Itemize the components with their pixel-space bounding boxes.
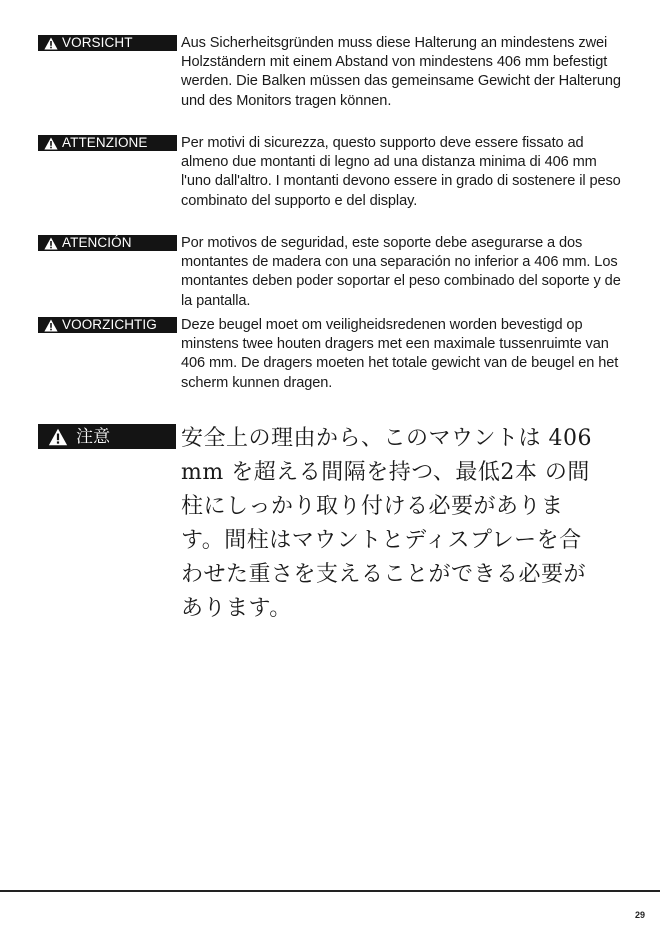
warning-text-nl: Deze beugel moet om veiligheidsredenen worden bevestigd op minstens twee houten dragers met een maximale tussenruimte van 406 mm. De dragers moeten het totale gewicht van de beugel en het scherm kunnen dragen.	[181, 317, 619, 391]
warning-triangle-icon	[48, 428, 68, 446]
warning-label-ja: 注意	[76, 427, 111, 446]
warning-label-es: ATENCIÓN	[62, 235, 132, 250]
footer-divider	[0, 890, 660, 892]
warning-label-nl: VOORZICHTIG	[62, 317, 157, 332]
warning-block-es	[38, 234, 621, 309]
warning-block-ja	[38, 422, 618, 621]
warning-badge-nl	[38, 317, 177, 333]
warning-label-it: ATTENZIONE	[62, 135, 148, 150]
warning-triangle-icon	[44, 237, 58, 250]
warning-triangle-icon	[44, 319, 58, 332]
warning-triangle-icon	[44, 37, 58, 50]
warning-label-de: VORSICHT	[62, 35, 133, 50]
warning-text-it: Per motivi di sicurezza, questo supporto deve essere fissato ad almeno due montanti di legno ad una distanza minima di 406 mm l'uno dall'altro. I montanti devono essere in grado di sostenere il peso combinato del supporto e del display.	[181, 135, 621, 209]
warning-badge-de	[38, 35, 177, 51]
warning-text-es: Por motivos de seguridad, este soporte debe asegurarse a dos montantes de madera con una separación no inferior a 406 mm. Los montantes deben poder soportar el peso combinado del soporte y de la pantalla.	[181, 235, 621, 309]
warning-block-it	[38, 134, 621, 226]
warning-badge-ja	[38, 424, 176, 449]
warning-badge-es	[38, 235, 177, 251]
warning-text-ja: 安全上の理由から、このマウントは 406 mm を超える間隔を持つ、最低2本 の間柱にしっかり取り付ける必要があります。間柱はマウントとディスプレーを合わせた重さを支えることができる必要があります。	[181, 426, 592, 621]
warning-triangle-icon	[44, 137, 58, 150]
warning-text-de: Aus Sicherheitsgründen muss diese Halterung an mindestens zwei Holzständern mit einem Abstand von mindestens 406 mm befestigt werden. Die Balken müssen das gemeinsame Gewicht der Halterung und des Monitors tragen können.	[181, 35, 621, 109]
page-number: 29	[634, 910, 645, 920]
warning-badge-it	[38, 135, 177, 151]
warning-block-nl	[38, 316, 618, 408]
warning-block-de	[38, 34, 621, 126]
